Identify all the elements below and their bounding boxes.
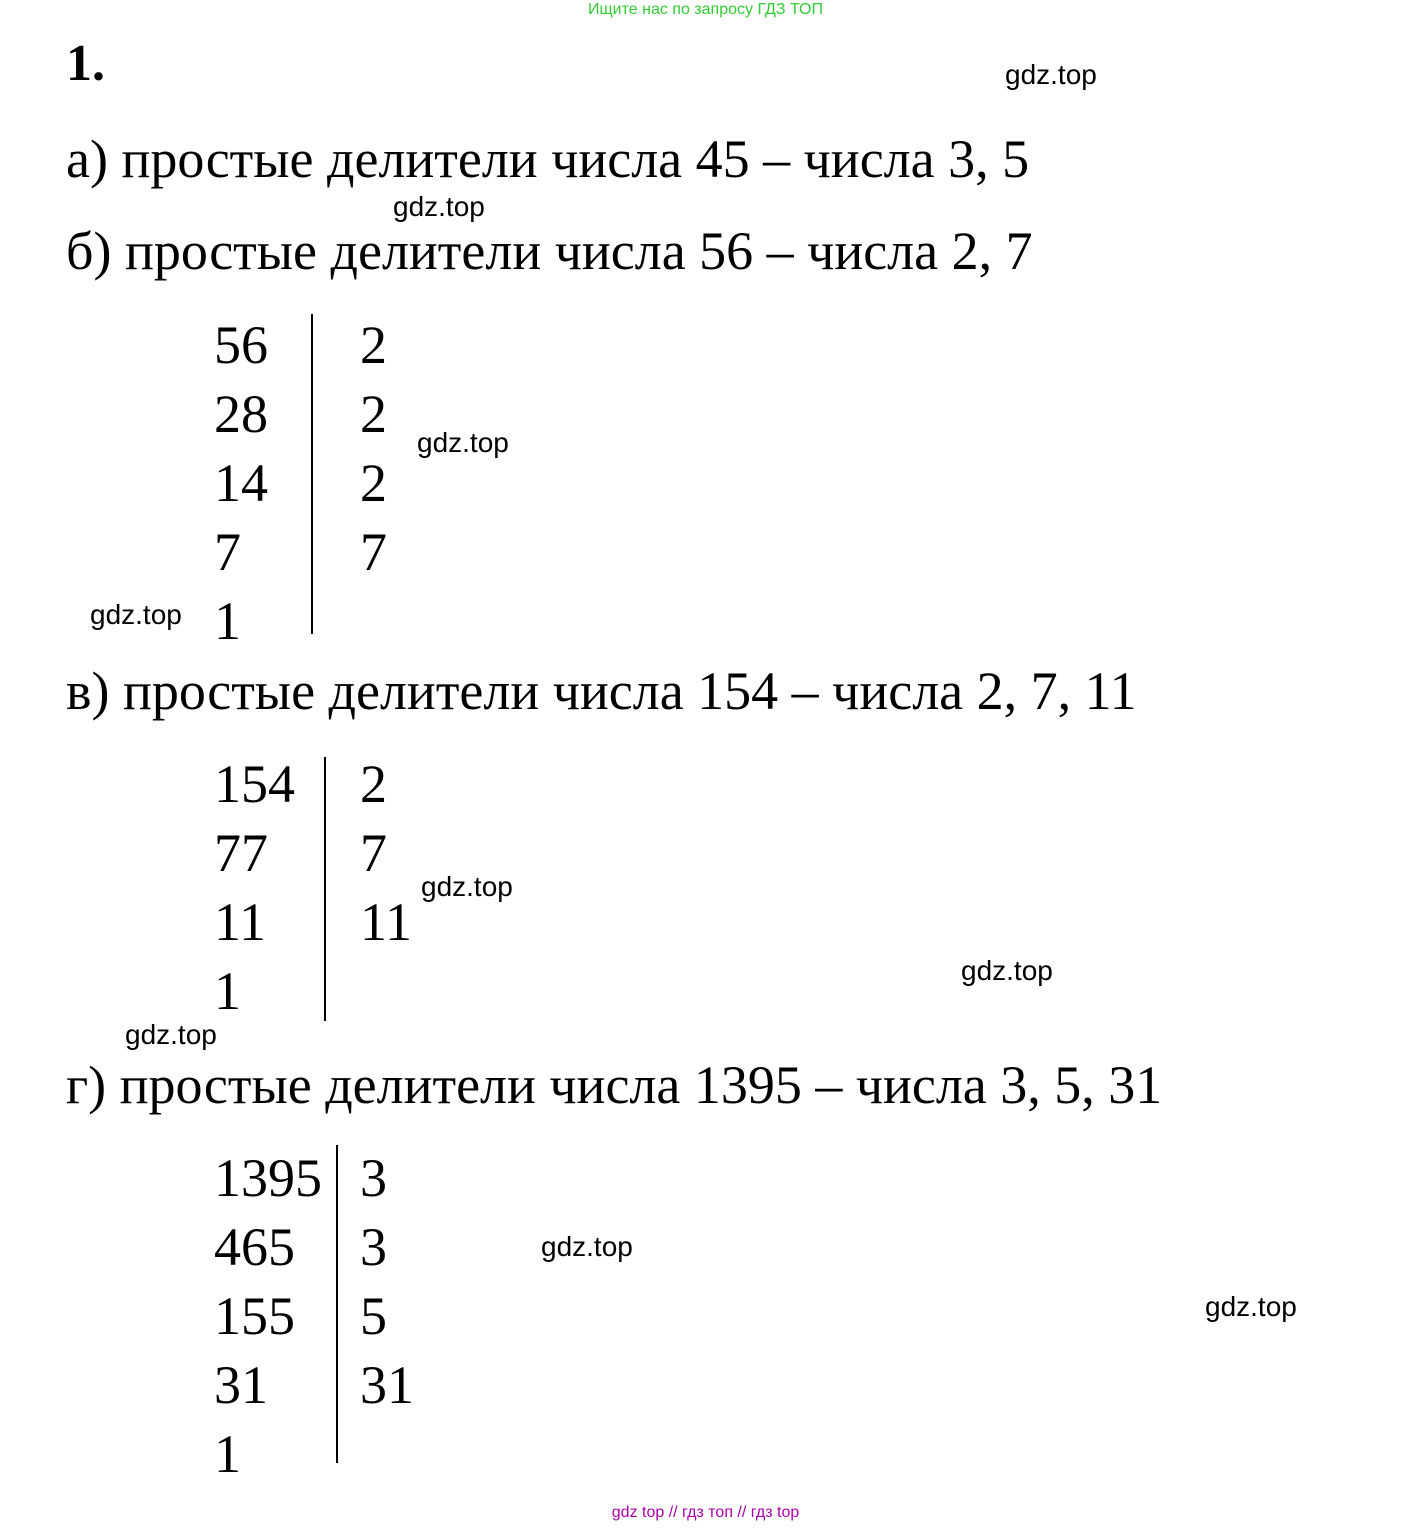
watermark: gdz.top <box>1005 59 1097 90</box>
factorization-divider <box>311 314 313 634</box>
factor-dividend: 465 <box>214 1217 295 1277</box>
part-g-statement: г) простые делители числа 1395 – числа 3, 5, 31 <box>66 1055 1163 1115</box>
factor-divisor: 7 <box>360 823 387 883</box>
factor-dividend: 1 <box>214 961 241 1021</box>
problem-number: 1. <box>66 35 105 92</box>
top-search-banner: Ищите нас по запросу ГДЗ ТОП <box>588 1 823 18</box>
factor-dividend: 11 <box>214 892 266 952</box>
watermark: gdz.top <box>417 427 509 458</box>
watermark: gdz.top <box>1205 1291 1297 1322</box>
factor-dividend: 31 <box>214 1355 268 1415</box>
factor-dividend: 155 <box>214 1286 295 1346</box>
factor-divisor: 7 <box>360 522 387 582</box>
watermark: gdz.top <box>541 1231 633 1262</box>
factorization-divider <box>336 1145 338 1463</box>
factor-dividend: 28 <box>214 384 268 444</box>
part-a-statement: а) простые делители числа 45 – числа 3, 5 <box>66 129 1030 189</box>
factor-divisor: 5 <box>360 1286 387 1346</box>
watermark: gdz.top <box>961 955 1053 986</box>
factor-dividend: 1395 <box>214 1148 322 1208</box>
factor-dividend: 14 <box>214 453 268 513</box>
watermark: gdz.top <box>421 871 513 902</box>
watermark: gdz.top <box>125 1019 217 1050</box>
factorization-divider <box>324 757 326 1021</box>
factor-divisor: 2 <box>360 384 387 444</box>
factor-divisor: 2 <box>360 315 387 375</box>
factor-dividend: 7 <box>214 522 241 582</box>
watermark: gdz.top <box>90 599 182 630</box>
factor-divisor: 11 <box>360 892 412 952</box>
watermark: gdz.top <box>393 191 485 222</box>
part-v-statement: в) простые делители числа 154 – числа 2, 7, 11 <box>66 661 1137 721</box>
factor-divisor: 2 <box>360 453 387 513</box>
factor-dividend: 1 <box>214 591 241 651</box>
factor-dividend: 56 <box>214 315 268 375</box>
factor-divisor: 3 <box>360 1148 387 1208</box>
footer-banner: gdz top // гдз топ // гдз top <box>611 1504 800 1521</box>
factor-dividend: 154 <box>214 754 295 814</box>
factor-divisor: 31 <box>360 1355 414 1415</box>
factor-dividend: 1 <box>214 1424 241 1484</box>
factor-dividend: 77 <box>214 823 268 883</box>
factor-divisor: 3 <box>360 1217 387 1277</box>
factor-divisor: 2 <box>360 754 387 814</box>
part-b-statement: б) простые делители числа 56 – числа 2, 7 <box>66 221 1033 281</box>
